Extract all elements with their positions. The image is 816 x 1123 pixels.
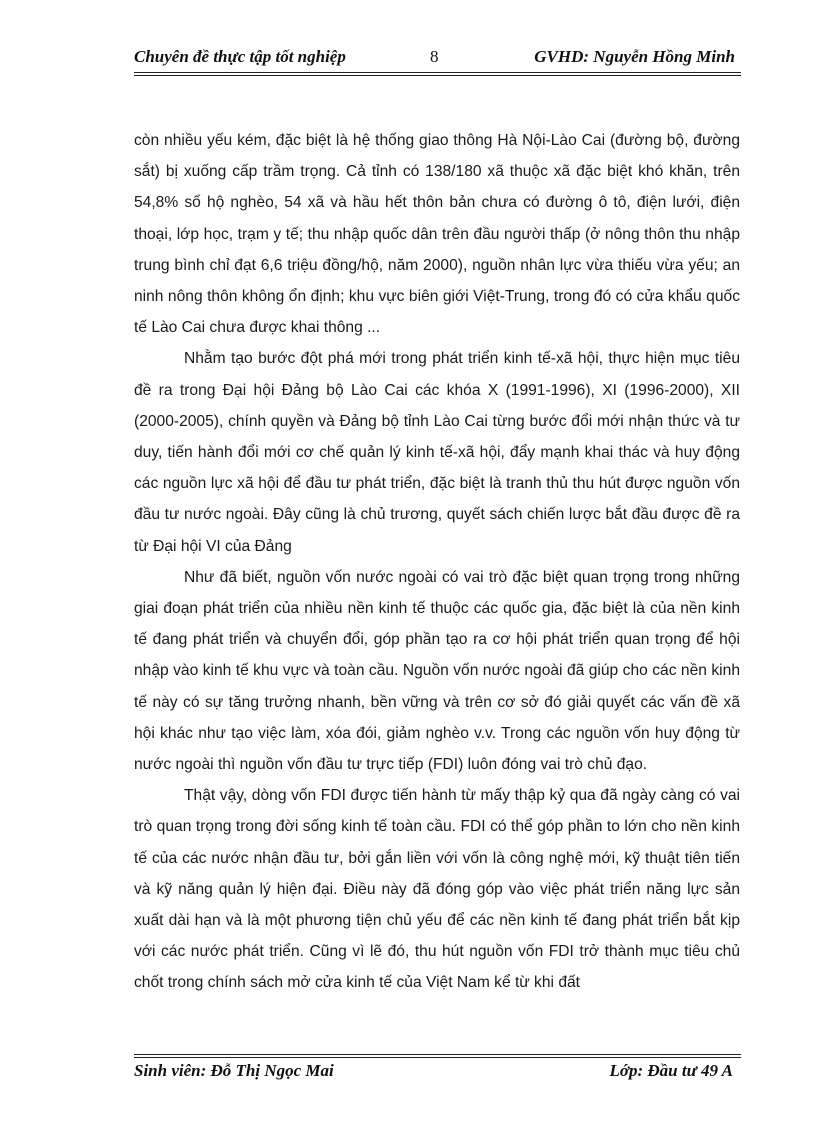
footer-student-name: Sinh viên: Đỗ Thị Ngọc Mai <box>134 1061 334 1080</box>
page-footer <box>134 1058 741 1084</box>
header-divider <box>134 72 741 76</box>
page-header <box>134 44 741 70</box>
body-paragraph-1: còn nhiều yếu kém, đặc biệt là hệ thống giao thông Hà Nội-Lào Cai (đường bộ, đường sắt) bị xuống cấp trầm trọng. Cả tỉnh có 138/180 xã thuộc xã đặc biệt khó khăn, trên 54,8% số hộ nghèo, 54 xã và hầu hết thôn bản chưa có đường ô tô, điện lưới, điện thoại, lớp học, trạm y tế; thu nhập quốc dân trên đầu người thấp (ở nông thôn thu nhập trung bình chỉ đạt 6,6 triệu đồng/hộ, năm 2000), nguồn nhân lực vừa thiếu vừa yếu; an ninh nông thôn không ổn định; khu vực biên giới Việt-Trung, trong đó có cửa khẩu quốc tế Lào Cai chưa được khai thông ... <box>134 132 740 337</box>
body-paragraph-2: Nhằm tạo bước đột phá mới trong phát triển kinh tế-xã hội, thực hiện mục tiêu đề ra trong Đại hội Đảng bộ Lào Cai các khóa X (1991-1996), XI (1996-2000), XII (2000-2005), chính quyền và Đảng bộ tỉnh Lào Cai từng bước đổi mới nhận thức và tư duy, tiến hành đổi mới cơ chế quản lý kinh tế-xã hội, đẩy mạnh khai thác và huy động các nguồn lực xã hội để đầu tư phát triển, đặc biệt là tranh thủ thu hút được nguồn vốn đầu tư nước ngoài. Đây cũng là chủ trương, quyết sách chiến lược bắt đầu được đề ra từ Đại hội VI của Đảng <box>134 350 740 555</box>
body-paragraph-4: Thật vậy, dòng vốn FDI được tiến hành từ mấy thập kỷ qua đã ngày càng có vai trò quan trọng trong đời sống kinh tế toàn cầu. FDI có thể góp phần to lớn cho nền kinh tế của các nước nhận đầu tư, bởi gắn liền với vốn là công nghệ mới, kỹ thuật tiên tiến và kỹ năng quản lý hiện đại. Điều này đã đóng góp vào việc phát triển năng lực sản xuất dài hạn và là một phương tiện chủ yếu để các nền kinh tế đang phát triển bắt kịp với các nước phát triển. Cũng vì lẽ đó, thu hút nguồn vốn FDI trở thành mục tiêu chủ chốt trong chính sách mở cửa kinh tế của Việt Nam kể từ khi đất <box>134 787 740 992</box>
body-paragraph-3: Như đã biết, nguồn vốn nước ngoài có vai trò đặc biệt quan trọng trong những giai đoạn phát triển của nhiều nền kinh tế thuộc các quốc gia, đặc biệt là của nền kinh tế đang phát triển và chuyển đổi, góp phần tạo ra cơ hội phát triển quan trọng để hội nhập vào kinh tế khu vực và toàn cầu. Nguồn vốn nước ngoài đã giúp cho các nền kinh tế này có sự tăng trưởng nhanh, bền vững và trên cơ sở đó giải quyết các vấn đề xã hội khác như tạo việc làm, xóa đói, giảm nghèo v.v. Trong các nguồn vốn huy động từ nước ngoài thì nguồn vốn đầu tư trực tiếp (FDI) luôn đóng vai trò chủ đạo. <box>134 568 740 774</box>
footer-class: Lớp: Đầu tư 49 A <box>609 1061 733 1080</box>
header-page-number: 8 <box>430 47 439 66</box>
document-body <box>134 125 740 999</box>
header-supervisor: GVHD: Nguyễn Hồng Minh <box>534 47 735 66</box>
header-document-title: Chuyên đề thực tập tốt nghiệp <box>134 47 346 66</box>
